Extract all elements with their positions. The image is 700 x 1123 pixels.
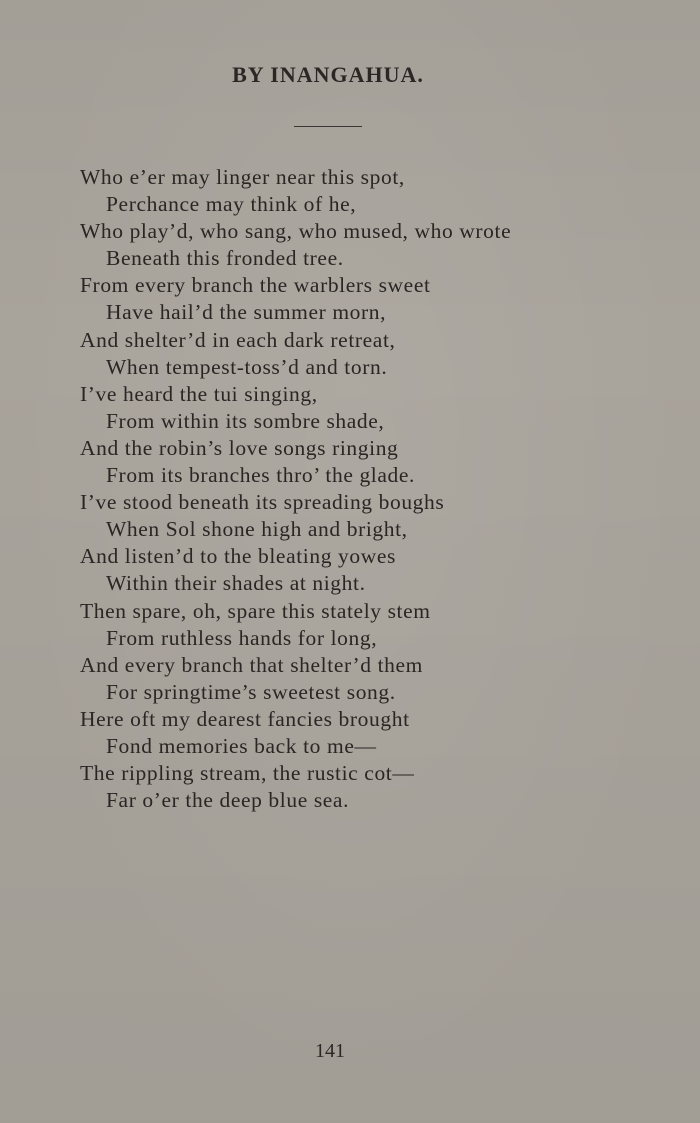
poem-line: Then spare, oh, spare this stately stem	[80, 598, 431, 623]
poem-line: Who play’d, who sang, who mused, who wrote	[80, 219, 512, 244]
poem-line: From within its sombre shade,	[106, 408, 385, 433]
poem-line: Here oft my dearest fancies brought	[80, 706, 410, 731]
poem-line: I’ve heard the tui singing,	[80, 381, 318, 406]
poem-line: Who e’er may linger near this spot,	[80, 165, 405, 189]
poem-line: And shelter’d in each dark retreat,	[80, 327, 396, 352]
page-title: BY INANGAHUA.	[232, 62, 424, 87]
poem-line: When tempest-toss’d and torn.	[106, 354, 388, 379]
poem-line: And every branch that shelter’d them	[80, 652, 423, 677]
poem-line: When Sol shone high and bright,	[106, 517, 408, 542]
poem-line: Have hail’d the summer morn,	[106, 300, 387, 325]
poem-line: Perchance may think of he,	[106, 192, 357, 217]
poem-line: From every branch the warblers sweet	[80, 273, 431, 298]
poem-line: And listen’d to the bleating yowes	[80, 544, 396, 569]
page-number: 141	[315, 1040, 345, 1062]
poem-line: From its branches thro’ the glade.	[106, 463, 415, 488]
poem-line: Far o’er the deep blue sea.	[106, 788, 350, 813]
poem-line: For springtime’s sweetest song.	[106, 679, 396, 704]
poem-line: Fond memories back to me—	[106, 733, 377, 758]
poem-line: Beneath this fronded tree.	[106, 246, 344, 271]
poem-line: Within their shades at night.	[106, 571, 366, 596]
poem-line: And the robin’s love songs ringing	[80, 435, 399, 460]
poem	[80, 164, 640, 814]
poem-line: From ruthless hands for long,	[106, 625, 378, 650]
title-divider	[294, 126, 362, 127]
poem-line: I’ve stood beneath its spreading boughs	[80, 490, 445, 515]
poem-line: The rippling stream, the rustic cot—	[80, 761, 415, 786]
